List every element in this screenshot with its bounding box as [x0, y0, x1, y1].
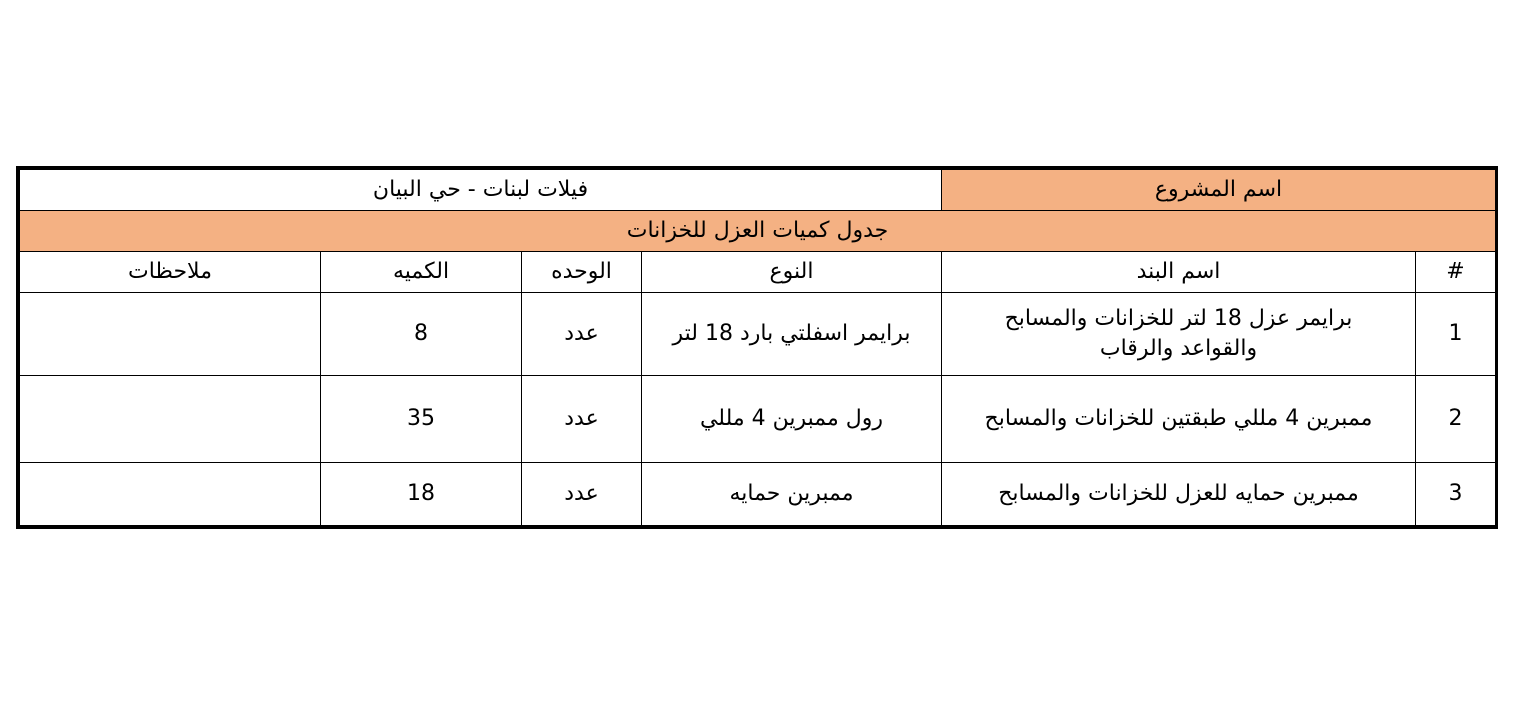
row-index: 2 [1416, 376, 1496, 463]
row-item-name-line: برايمر عزل 18 لتر للخزانات والمسابح [1004, 306, 1353, 332]
header-row [20, 252, 1496, 293]
row-item-name [942, 376, 1416, 463]
row-quantity: 8 [321, 293, 522, 376]
row-type: ممبرين حمايه [642, 463, 942, 526]
table-row [20, 463, 1496, 526]
row-type: برايمر اسفلتي بارد 18 لتر [642, 293, 942, 376]
row-unit: عدد [522, 376, 642, 463]
row-type: رول ممبرين 4 مللي [642, 376, 942, 463]
row-unit: عدد [522, 293, 642, 376]
row-item-name-line: ممبرين حمايه للعزل للخزانات والمسابح [998, 481, 1359, 507]
project-label: اسم المشروع [942, 170, 1496, 211]
col-header-type: النوع [642, 252, 942, 293]
row-item-name [942, 293, 1416, 376]
row-item-name-line: والقواعد والرقاب [1099, 336, 1258, 361]
col-header-index: # [1416, 252, 1496, 293]
row-index: 3 [1416, 463, 1496, 526]
col-header-item-name: اسم البند [942, 252, 1416, 293]
row-unit: عدد [522, 463, 642, 526]
table-title: جدول كميات العزل للخزانات [20, 211, 1496, 252]
title-row [20, 211, 1496, 252]
row-index: 1 [1416, 293, 1496, 376]
col-header-quantity: الكميه [321, 252, 522, 293]
col-header-unit: الوحده [522, 252, 642, 293]
quantities-table [19, 169, 1496, 526]
project-name: فيلات لبنات - حي البيان [20, 170, 942, 211]
row-item-name-line: ممبرين 4 مللي طبقتين للخزانات والمسابح [984, 406, 1373, 432]
col-header-notes: ملاحظات [20, 252, 321, 293]
table-row [20, 293, 1496, 376]
row-notes [20, 463, 321, 526]
row-quantity: 35 [321, 376, 522, 463]
row-notes [20, 376, 321, 463]
row-item-name [942, 463, 1416, 526]
project-row [20, 170, 1496, 211]
row-quantity: 18 [321, 463, 522, 526]
row-notes [20, 293, 321, 376]
table-row [20, 376, 1496, 463]
quantity-sheet [16, 166, 1498, 529]
